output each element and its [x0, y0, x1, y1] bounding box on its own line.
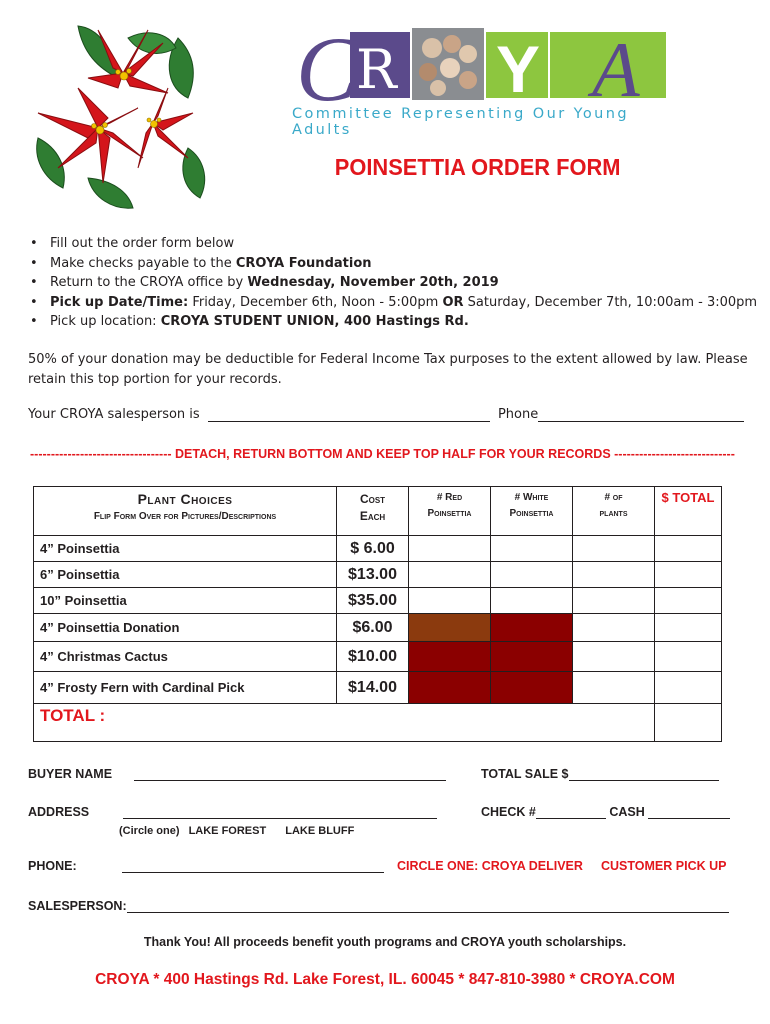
- header-red: [409, 487, 491, 536]
- table-row: [34, 536, 722, 562]
- instruction-list: [28, 234, 757, 332]
- check-label: CHECK #: [481, 805, 536, 819]
- white-qty-cell: [491, 614, 573, 642]
- plant-name: 4” Frosty Fern with Cardinal Pick: [34, 672, 337, 704]
- header-white-line1: # White: [514, 492, 549, 503]
- instruction-item: [28, 293, 757, 313]
- white-qty-cell[interactable]: [491, 588, 573, 614]
- table-row: [34, 562, 722, 588]
- row-total-cell[interactable]: [655, 536, 722, 562]
- phone-label: Phone: [497, 407, 539, 422]
- croya-logo-mark: [292, 22, 692, 106]
- instruction-text: Saturday, December 7th, 10:00am - 3:00pm: [463, 294, 758, 310]
- instruction-text: OR: [442, 294, 464, 310]
- row-total-cell[interactable]: [655, 588, 722, 614]
- white-qty-cell[interactable]: [491, 562, 573, 588]
- count-cell[interactable]: [573, 536, 655, 562]
- instruction-text: Friday, December 6th, Noon - 5:00pm: [188, 294, 443, 310]
- white-qty-cell: [491, 672, 573, 704]
- plant-price: $6.00: [337, 614, 409, 642]
- plant-price: $13.00: [337, 562, 409, 588]
- count-cell[interactable]: [573, 562, 655, 588]
- header-red-line2: Poinsettia: [427, 508, 472, 519]
- buyer-phone-input[interactable]: [122, 872, 384, 873]
- check-input[interactable]: [536, 818, 606, 819]
- delivery-choice-pickup[interactable]: CUSTOMER PICK UP: [601, 859, 727, 873]
- red-qty-cell: [409, 614, 491, 642]
- form-salesperson-label: SALESPERSON:: [28, 899, 127, 913]
- plant-price: $10.00: [337, 642, 409, 672]
- logo-letter-y: Y: [496, 32, 541, 106]
- plant-name: 4” Christmas Cactus: [34, 642, 337, 672]
- header-count-line2: plants: [599, 508, 628, 519]
- red-qty-cell[interactable]: [409, 588, 491, 614]
- table-header-row: [34, 487, 722, 536]
- red-qty-cell: [409, 672, 491, 704]
- total-sale-row: [481, 767, 719, 781]
- salesperson-input[interactable]: [208, 421, 490, 422]
- total-sale-label: TOTAL SALE $: [481, 767, 569, 781]
- row-total-cell[interactable]: [655, 614, 722, 642]
- address-input[interactable]: [123, 818, 437, 819]
- buyer-name-input[interactable]: [134, 780, 446, 781]
- plant-price: $ 6.00: [337, 536, 409, 562]
- address-label: ADDRESS: [28, 805, 90, 819]
- buyer-phone-label: PHONE:: [28, 859, 77, 873]
- row-total-cell[interactable]: [655, 642, 722, 672]
- footer-contact: CROYA * 400 Hastings Rd. Lake Forest, IL. 60045 * 847-810-3980 * CROYA.COM: [95, 971, 675, 988]
- logo-letter-c: C: [296, 22, 358, 106]
- croya-logo: [292, 22, 692, 138]
- header-cost-line2: Each: [359, 509, 386, 523]
- header-cost-line1: Cost: [359, 492, 386, 506]
- table-row: [34, 588, 722, 614]
- count-cell[interactable]: [573, 672, 655, 704]
- address-row: [28, 805, 437, 819]
- salesperson-row: [28, 899, 729, 913]
- instruction-item: [28, 312, 757, 332]
- header-red-line1: # Red: [436, 492, 463, 503]
- cash-label: CASH: [609, 805, 645, 819]
- instruction-item: [28, 234, 757, 254]
- phone-row: [28, 859, 384, 873]
- payment-row: [481, 805, 730, 819]
- header-plant-sub: Flip Form Over for Pictures/Descriptions: [93, 511, 277, 522]
- logo-subtitle: Committee Representing Our Young Adults: [292, 106, 629, 138]
- header-total: $ TOTAL: [655, 487, 722, 536]
- instruction-text: Fill out the order form below: [50, 236, 235, 251]
- instruction-text: Pick up location:: [50, 314, 161, 329]
- form-salesperson-input[interactable]: [127, 912, 729, 913]
- lake-bluff-option[interactable]: LAKE BLUFF: [285, 825, 355, 837]
- row-total-cell[interactable]: [655, 562, 722, 588]
- white-qty-cell[interactable]: [491, 536, 573, 562]
- header-plant: [34, 487, 337, 536]
- buyer-name-label: BUYER NAME: [28, 767, 113, 781]
- poinsettia-image: [18, 18, 218, 218]
- plant-name: 10” Poinsettia: [34, 588, 337, 614]
- header-count: [573, 487, 655, 536]
- count-cell[interactable]: [573, 642, 655, 672]
- salesperson-line: [28, 407, 744, 422]
- salesperson-label: Your CROYA salesperson is: [28, 407, 200, 422]
- header-cost: [337, 487, 409, 536]
- cash-input[interactable]: [648, 818, 730, 819]
- buyer-name-row: [28, 767, 446, 781]
- header-white: [491, 487, 573, 536]
- header-white-line2: Poinsettia: [509, 508, 554, 519]
- delivery-choice-deliver[interactable]: CIRCLE ONE: CROYA DELIVER: [397, 859, 583, 873]
- tax-note: 50% of your donation may be deductible for Federal Income Tax purposes to the extent allowed by law. Please retain this top portion for your records.: [28, 352, 748, 387]
- logo-letter-a: A: [592, 26, 640, 106]
- instruction-item: [28, 273, 757, 293]
- plant-price: $14.00: [337, 672, 409, 704]
- total-sale-input[interactable]: [569, 780, 719, 781]
- order-rows: [34, 536, 722, 704]
- instruction-text: Wednesday, November 20th, 2019: [247, 275, 499, 290]
- page-title: POINSETTIA ORDER FORM: [334, 154, 621, 180]
- lake-forest-option[interactable]: LAKE FOREST: [188, 825, 267, 837]
- table-row: [34, 642, 722, 672]
- header-count-line1: # of: [604, 492, 623, 503]
- red-qty-cell[interactable]: [409, 562, 491, 588]
- white-qty-cell: [491, 642, 573, 672]
- instruction-text: CROYA Foundation: [235, 255, 372, 271]
- plant-name: 4” Poinsettia Donation: [34, 614, 337, 642]
- phone-input[interactable]: [538, 421, 744, 422]
- plant-name: 4” Poinsettia: [34, 536, 337, 562]
- row-total-cell[interactable]: [655, 672, 722, 704]
- red-qty-cell[interactable]: [409, 536, 491, 562]
- instruction-text: CROYA STUDENT UNION, 400 Hastings Rd.: [160, 314, 469, 329]
- red-qty-cell: [409, 642, 491, 672]
- instruction-text: Return to the CROYA office by: [50, 275, 248, 290]
- detach-line: ---------------------------------- DETACH, RETURN BOTTOM AND KEEP TOP HALF FOR YOUR RECORDS -----------------------------: [30, 447, 735, 461]
- order-table: [33, 486, 722, 742]
- total-label: TOTAL :: [34, 704, 655, 742]
- total-cell[interactable]: [655, 704, 722, 742]
- table-row: [34, 672, 722, 704]
- logo-letter-r: R: [356, 38, 397, 101]
- thank-you-note: Thank You! All proceeds benefit youth programs and CROYA youth scholarships.: [143, 935, 627, 949]
- plant-name: 6” Poinsettia: [34, 562, 337, 588]
- instruction-item: [28, 254, 757, 274]
- circle-one-label: (Circle one): [119, 825, 180, 837]
- count-cell[interactable]: [573, 588, 655, 614]
- plant-price: $35.00: [337, 588, 409, 614]
- location-choice-row: [119, 825, 354, 837]
- instruction-text: Pick up Date/Time:: [50, 294, 189, 310]
- header-plant-label: Plant Choices: [137, 491, 233, 507]
- total-row: [34, 704, 722, 742]
- count-cell[interactable]: [573, 614, 655, 642]
- instruction-text: Make checks payable to the: [50, 255, 236, 271]
- table-row: [34, 614, 722, 642]
